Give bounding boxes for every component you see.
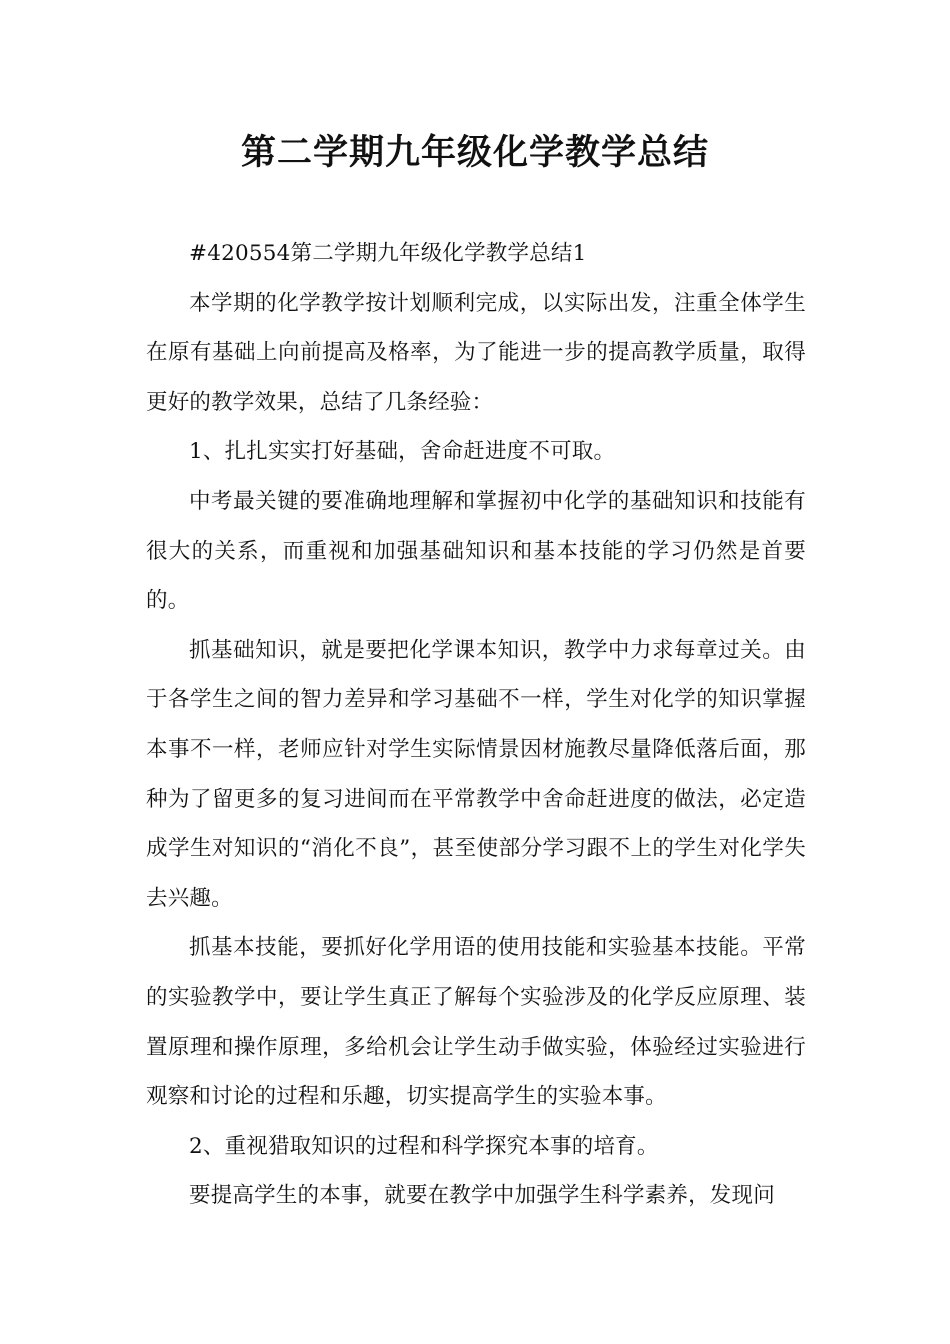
paragraph-basic-skills: 抓基本技能，要抓好化学用语的使用技能和实验基本技能。平常的实验教学中，要让学生真正了解每个实验涉及的化学反应原理、装置原理和操作原理，多给机会让学生动手做实验，体验经过实验进行观察和讨论的过程和乐趣，切实提高学生的实验本事。: [146, 935, 806, 1110]
paragraph-basic-knowledge: 抓基础知识，就是要把化学课本知识，教学中力求每章过关。由于各学生之间的智力差异和学习基础不一样，学生对化学的知识掌握本事不一样，老师应针对学生实际情景因材施教尽量降低落后面，那种为了留更多的复习进间而在平常教学中舍命赶进度的做法，必定造成学生对知识的“消化不良”，甚至使部分学习跟不上的学生对化学失去兴趣。: [146, 637, 806, 911]
paragraph-heading-ref: #420554第二学期九年级化学教学总结1: [189, 241, 587, 266]
document-title: 第二学期九年级化学教学总结: [240, 133, 709, 173]
paragraph-exam-basics: 中考最关键的要准确地理解和掌握初中化学的基础知识和技能有很大的关系，而重视和加强基础知识和基本技能的学习仍然是首要的。: [146, 488, 806, 614]
paragraph-intro: 本学期的化学教学按计划顺利完成，以实际出发，注重全体学生在原有基础上向前提高及格率，为了能进一步的提高教学质量，取得更好的教学效果，总结了几条经验：: [146, 290, 806, 415]
document-body: [146, 229, 806, 1221]
paragraph-point-2: 2、重视猎取知识的过程和科学探究本事的培育。: [189, 1133, 659, 1159]
paragraph-ability: 要提高学生的本事，就要在教学中加强学生科学素养，发现问: [189, 1183, 775, 1209]
paragraph-point-1: 1、扎扎实实打好基础，舍命赶进度不可取。: [189, 439, 616, 465]
